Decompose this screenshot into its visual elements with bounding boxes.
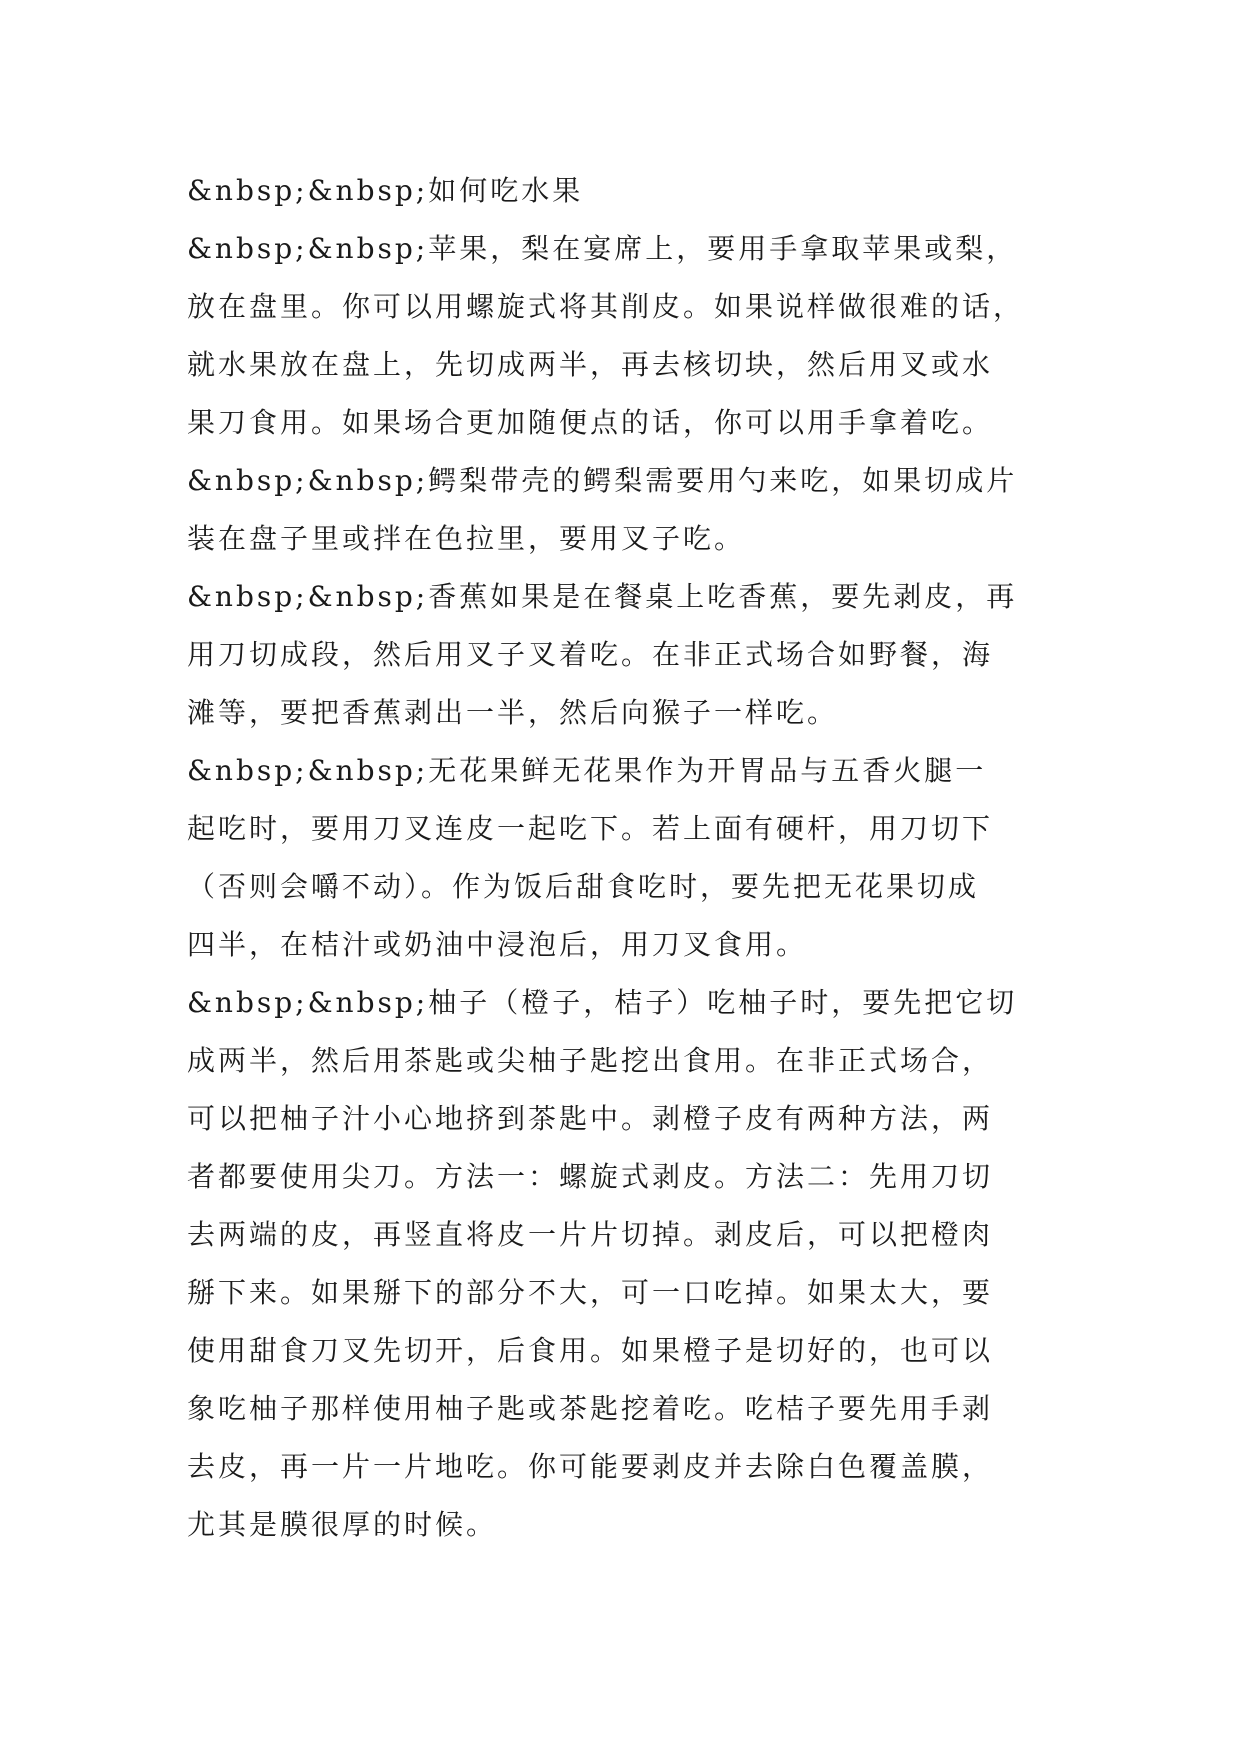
text-line: &nbsp;&nbsp;柚子（橙子，桔子）吃柚子时，要先把它切 bbox=[187, 986, 1018, 1019]
text-line: 装在盘子里或拌在色拉里，要用叉子吃。 bbox=[187, 522, 746, 555]
text-line: 掰下来。如果掰下的部分不大，可一口吃掉。如果太大，要 bbox=[187, 1276, 994, 1309]
text-line: &nbsp;&nbsp;香蕉如果是在餐桌上吃香蕉，要先剥皮，再 bbox=[187, 580, 1018, 613]
document-page bbox=[187, 162, 1077, 1554]
text-line: &nbsp;&nbsp;无花果鲜无花果作为开胃品与五香火腿一 bbox=[187, 754, 987, 787]
text-line: 去两端的皮，再竖直将皮一片片切掉。剥皮后，可以把橙肉 bbox=[187, 1218, 994, 1251]
text-line: 起吃时，要用刀叉连皮一起吃下。若上面有硬杆，用刀切下 bbox=[187, 812, 994, 845]
text-line: 象吃柚子那样使用柚子匙或茶匙挖着吃。吃桔子要先用手剥 bbox=[187, 1392, 994, 1425]
paragraph-avocado bbox=[187, 452, 1077, 568]
text-line: 去皮，再一片一片地吃。你可能要剥皮并去除白色覆盖膜， bbox=[187, 1450, 994, 1483]
text-line: &nbsp;&nbsp;苹果，梨在宴席上，要用手拿取苹果或梨， bbox=[187, 232, 1018, 265]
text-line: &nbsp;&nbsp;如何吃水果 bbox=[187, 174, 584, 207]
text-line: 者都要使用尖刀。方法一：螺旋式剥皮。方法二：先用刀切 bbox=[187, 1160, 994, 1193]
text-line: 果刀食用。如果场合更加随便点的话，你可以用手拿着吃。 bbox=[187, 406, 994, 439]
paragraph-apple-pear bbox=[187, 220, 1077, 452]
document-title bbox=[187, 162, 1077, 220]
text-line: （否则会嚼不动）。作为饭后甜食吃时，要先把无花果切成 bbox=[187, 870, 980, 903]
text-line: 四半，在桔汁或奶油中浸泡后，用刀叉食用。 bbox=[187, 928, 808, 961]
text-line: 用刀切成段，然后用叉子叉着吃。在非正式场合如野餐，海 bbox=[187, 638, 994, 671]
paragraph-banana bbox=[187, 568, 1077, 742]
paragraph-fig bbox=[187, 742, 1077, 974]
text-line: 就水果放在盘上，先切成两半，再去核切块，然后用叉或水 bbox=[187, 348, 994, 381]
text-line: 放在盘里。你可以用螺旋式将其削皮。如果说样做很难的话， bbox=[187, 290, 1025, 323]
text-line: &nbsp;&nbsp;鳄梨带壳的鳄梨需要用勺来吃，如果切成片 bbox=[187, 464, 1018, 497]
text-line: 滩等，要把香蕉剥出一半，然后向猴子一样吃。 bbox=[187, 696, 839, 729]
text-line: 使用甜食刀叉先切开，后食用。如果橙子是切好的，也可以 bbox=[187, 1334, 994, 1367]
paragraph-citrus bbox=[187, 974, 1077, 1554]
text-line: 可以把柚子汁小心地挤到茶匙中。剥橙子皮有两种方法，两 bbox=[187, 1102, 994, 1135]
text-line: 成两半，然后用茶匙或尖柚子匙挖出食用。在非正式场合， bbox=[187, 1044, 994, 1077]
text-line: 尤其是膜很厚的时候。 bbox=[187, 1508, 498, 1541]
